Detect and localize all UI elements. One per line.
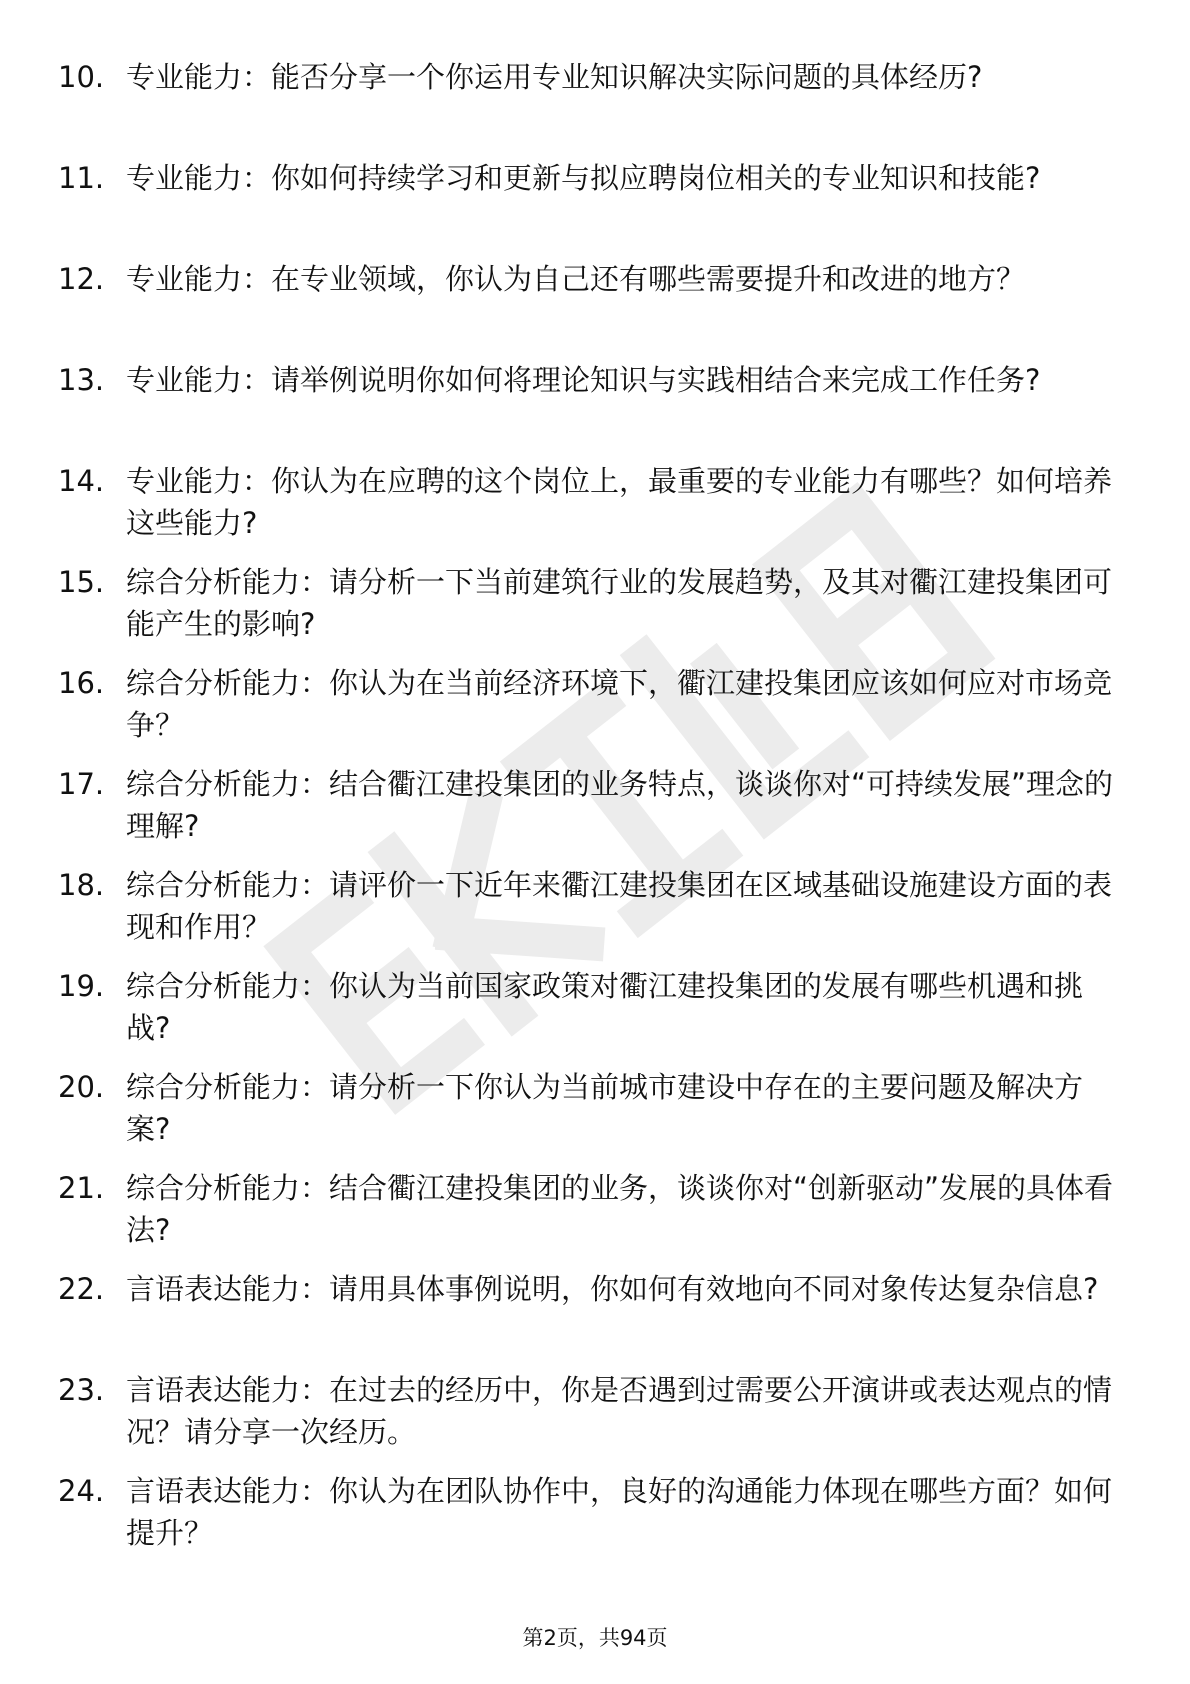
question-text: 言语表达能力：在过去的经历中，你是否遇到过需要公开演讲或表达观点的情况？请分享一次经历。 <box>126 1373 1113 1449</box>
question-number: 10. <box>58 60 105 94</box>
question-text: 综合分析能力：你认为在当前经济环境下，衢江建投集团应该如何应对市场竞争？ <box>126 666 1113 742</box>
question-number: 23. <box>58 1373 105 1407</box>
question-item <box>58 662 1118 763</box>
question-text: 言语表达能力：请用具体事例说明，你如何有效地向不同对象传达复杂信息? <box>126 1272 1099 1306</box>
question-item <box>58 1167 1118 1268</box>
question-text: 专业能力：在专业领域，你认为自己还有哪些需要提升和改进的地方？ <box>126 262 1026 296</box>
question-text: 综合分析能力：你认为当前国家政策对衢江建投集团的发展有哪些机遇和挑战? <box>126 969 1084 1045</box>
question-number: 21. <box>58 1171 105 1205</box>
question-item <box>58 1369 1118 1470</box>
question-text: 综合分析能力：结合衢江建投集团的业务，谈谈你对“创新驱动”发展的具体看法? <box>126 1171 1114 1247</box>
question-number: 20. <box>58 1070 105 1104</box>
question-item <box>58 258 1118 359</box>
question-item <box>58 864 1118 965</box>
question-number: 19. <box>58 969 105 1003</box>
question-number: 15. <box>58 565 105 599</box>
question-text: 专业能力：请举例说明你如何将理论知识与实践相结合来完成工作任务? <box>126 363 1041 397</box>
question-text: 综合分析能力：结合衢江建投集团的业务特点，谈谈你对“可持续发展”理念的理解? <box>126 767 1114 843</box>
question-text: 综合分析能力：请分析一下当前建筑行业的发展趋势，及其对衢江建投集团可能产生的影响? <box>126 565 1113 641</box>
question-text: 言语表达能力：你认为在团队协作中，良好的沟通能力体现在哪些方面？如何提升？ <box>126 1474 1113 1550</box>
question-item <box>58 763 1118 864</box>
question-text: 专业能力：能否分享一个你运用专业知识解决实际问题的具体经历? <box>126 60 983 94</box>
question-item <box>58 1268 1118 1369</box>
question-number: 22. <box>58 1272 105 1306</box>
question-number: 16. <box>58 666 105 700</box>
question-item <box>58 359 1118 460</box>
question-item <box>58 1470 1118 1571</box>
question-text: 专业能力：你如何持续学习和更新与拟应聘岗位相关的专业知识和技能? <box>126 161 1041 195</box>
question-item <box>58 965 1118 1066</box>
question-number: 17. <box>58 767 105 801</box>
question-number: 14. <box>58 464 105 498</box>
question-number: 11. <box>58 161 105 195</box>
question-number: 24. <box>58 1474 105 1508</box>
question-number: 18. <box>58 868 105 902</box>
question-text: 综合分析能力：请分析一下你认为当前城市建设中存在的主要问题及解决方案? <box>126 1070 1084 1146</box>
question-item <box>58 460 1118 561</box>
question-text: 综合分析能力：请评价一下近年来衢江建投集团在区域基础设施建设方面的表现和作用？ <box>126 868 1113 944</box>
question-number: 13. <box>58 363 105 397</box>
question-item <box>58 56 1118 157</box>
question-text: 专业能力：你认为在应聘的这个岗位上，最重要的专业能力有哪些？如何培养这些能力? <box>126 464 1113 540</box>
page-number-footer: 第2页，共94页 <box>522 1626 668 1650</box>
question-item <box>58 1066 1118 1167</box>
question-item <box>58 157 1118 258</box>
question-item <box>58 561 1118 662</box>
question-list <box>58 56 1118 1571</box>
question-number: 12. <box>58 262 105 296</box>
